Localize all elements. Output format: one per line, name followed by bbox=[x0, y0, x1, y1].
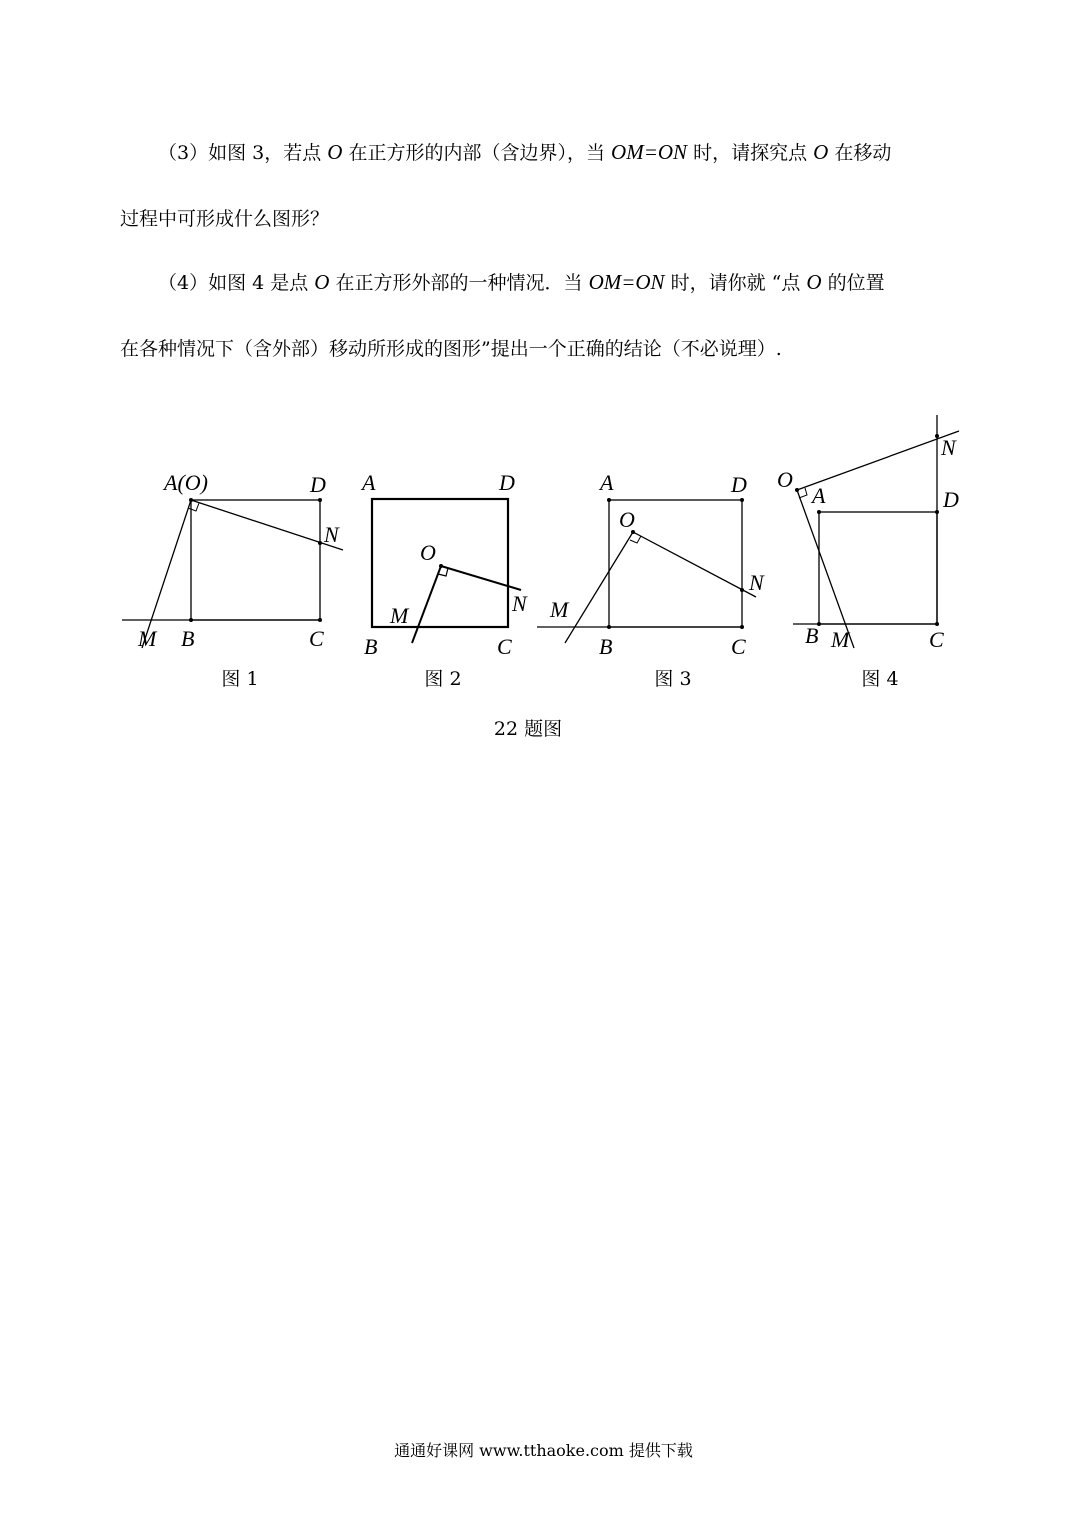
figures-diagram bbox=[0, 400, 1087, 700]
label-a: A bbox=[362, 470, 376, 495]
label-c: C bbox=[929, 627, 944, 652]
text-segment: 在正方形外部的一种情况．当 bbox=[329, 272, 589, 294]
text-segment: 时，请探究点 bbox=[687, 142, 814, 164]
label-d: D bbox=[731, 472, 747, 497]
point-n bbox=[740, 588, 744, 592]
point-c bbox=[935, 622, 939, 626]
square-abcd bbox=[819, 512, 937, 624]
point-d bbox=[935, 510, 939, 514]
label-m: M bbox=[390, 603, 409, 628]
label-c: C bbox=[731, 634, 746, 659]
square-abcd bbox=[191, 500, 320, 620]
question-4 bbox=[120, 249, 970, 382]
text-segment: 在移动 bbox=[828, 142, 892, 164]
point-n bbox=[935, 434, 939, 438]
label-o: O bbox=[619, 507, 635, 532]
label-m: M bbox=[831, 627, 850, 652]
figure-4-caption: 图 4 bbox=[861, 668, 899, 690]
point-b bbox=[607, 625, 611, 629]
label-b: B bbox=[599, 634, 613, 659]
figure-1-caption: 图 1 bbox=[221, 668, 259, 690]
question-4-line-1 bbox=[120, 249, 970, 316]
var-om-on: OM=ON bbox=[588, 270, 665, 294]
label-c: C bbox=[497, 634, 512, 659]
ray-on bbox=[797, 431, 959, 490]
ray-on bbox=[633, 532, 756, 597]
var-o: O bbox=[813, 140, 829, 164]
point-a bbox=[607, 498, 611, 502]
point-d bbox=[740, 498, 744, 502]
point-c bbox=[740, 625, 744, 629]
label-a: A bbox=[600, 470, 614, 495]
point-a bbox=[817, 510, 821, 514]
text-segment: 时，请你就 “点 bbox=[664, 272, 807, 294]
point-b bbox=[189, 618, 193, 622]
point-d bbox=[318, 498, 322, 502]
label-d: D bbox=[499, 470, 515, 495]
var-o: O bbox=[327, 140, 343, 164]
point-n bbox=[318, 541, 322, 545]
label-a: A bbox=[812, 483, 826, 508]
label-d: D bbox=[943, 487, 959, 512]
figure-4 bbox=[793, 415, 959, 648]
label-b: B bbox=[805, 623, 819, 648]
question-4-line-2: 在各种情况下（含外部）移动所形成的图形”提出一个正确的结论（不必说理）. bbox=[120, 338, 782, 360]
label-o: O bbox=[777, 467, 793, 492]
label-n: N bbox=[941, 435, 956, 460]
ray-om bbox=[412, 566, 441, 643]
var-o: O bbox=[806, 270, 822, 294]
point-o bbox=[795, 488, 799, 492]
question-3-line-1 bbox=[120, 119, 970, 186]
figure-2-caption: 图 2 bbox=[424, 668, 462, 690]
right-angle-mark bbox=[630, 536, 641, 543]
footer-credit: 通通好课网 www.tthaoke.com 提供下载 bbox=[394, 1441, 693, 1460]
figure-3 bbox=[537, 500, 756, 643]
label-d: D bbox=[310, 472, 326, 497]
text-segment: 的位置 bbox=[821, 272, 885, 294]
label-c: C bbox=[309, 626, 324, 651]
label-m: M bbox=[550, 597, 569, 622]
point-c bbox=[318, 618, 322, 622]
text-segment: 在正方形的内部（含边界），当 bbox=[342, 142, 612, 164]
label-a-o: A(O) bbox=[164, 470, 208, 495]
point-o bbox=[439, 564, 443, 568]
label-n: N bbox=[512, 591, 527, 616]
figure-3-caption: 图 3 bbox=[654, 668, 692, 690]
label-n: N bbox=[324, 522, 339, 547]
question-3 bbox=[120, 119, 970, 252]
label-n: N bbox=[749, 570, 764, 595]
label-m: M bbox=[138, 626, 157, 651]
text-segment: （4）如图 4 是点 bbox=[158, 272, 315, 294]
text-segment: （3）如图 3，若点 bbox=[158, 142, 328, 164]
label-b: B bbox=[364, 634, 378, 659]
label-b: B bbox=[181, 626, 195, 651]
var-om-on: OM=ON bbox=[611, 140, 688, 164]
label-o: O bbox=[420, 540, 436, 565]
figure-group-title: 22 题图 bbox=[493, 718, 563, 740]
question-3-line-2: 过程中可形成什么图形？ bbox=[120, 208, 330, 230]
point-a bbox=[189, 498, 193, 502]
var-o: O bbox=[314, 270, 330, 294]
